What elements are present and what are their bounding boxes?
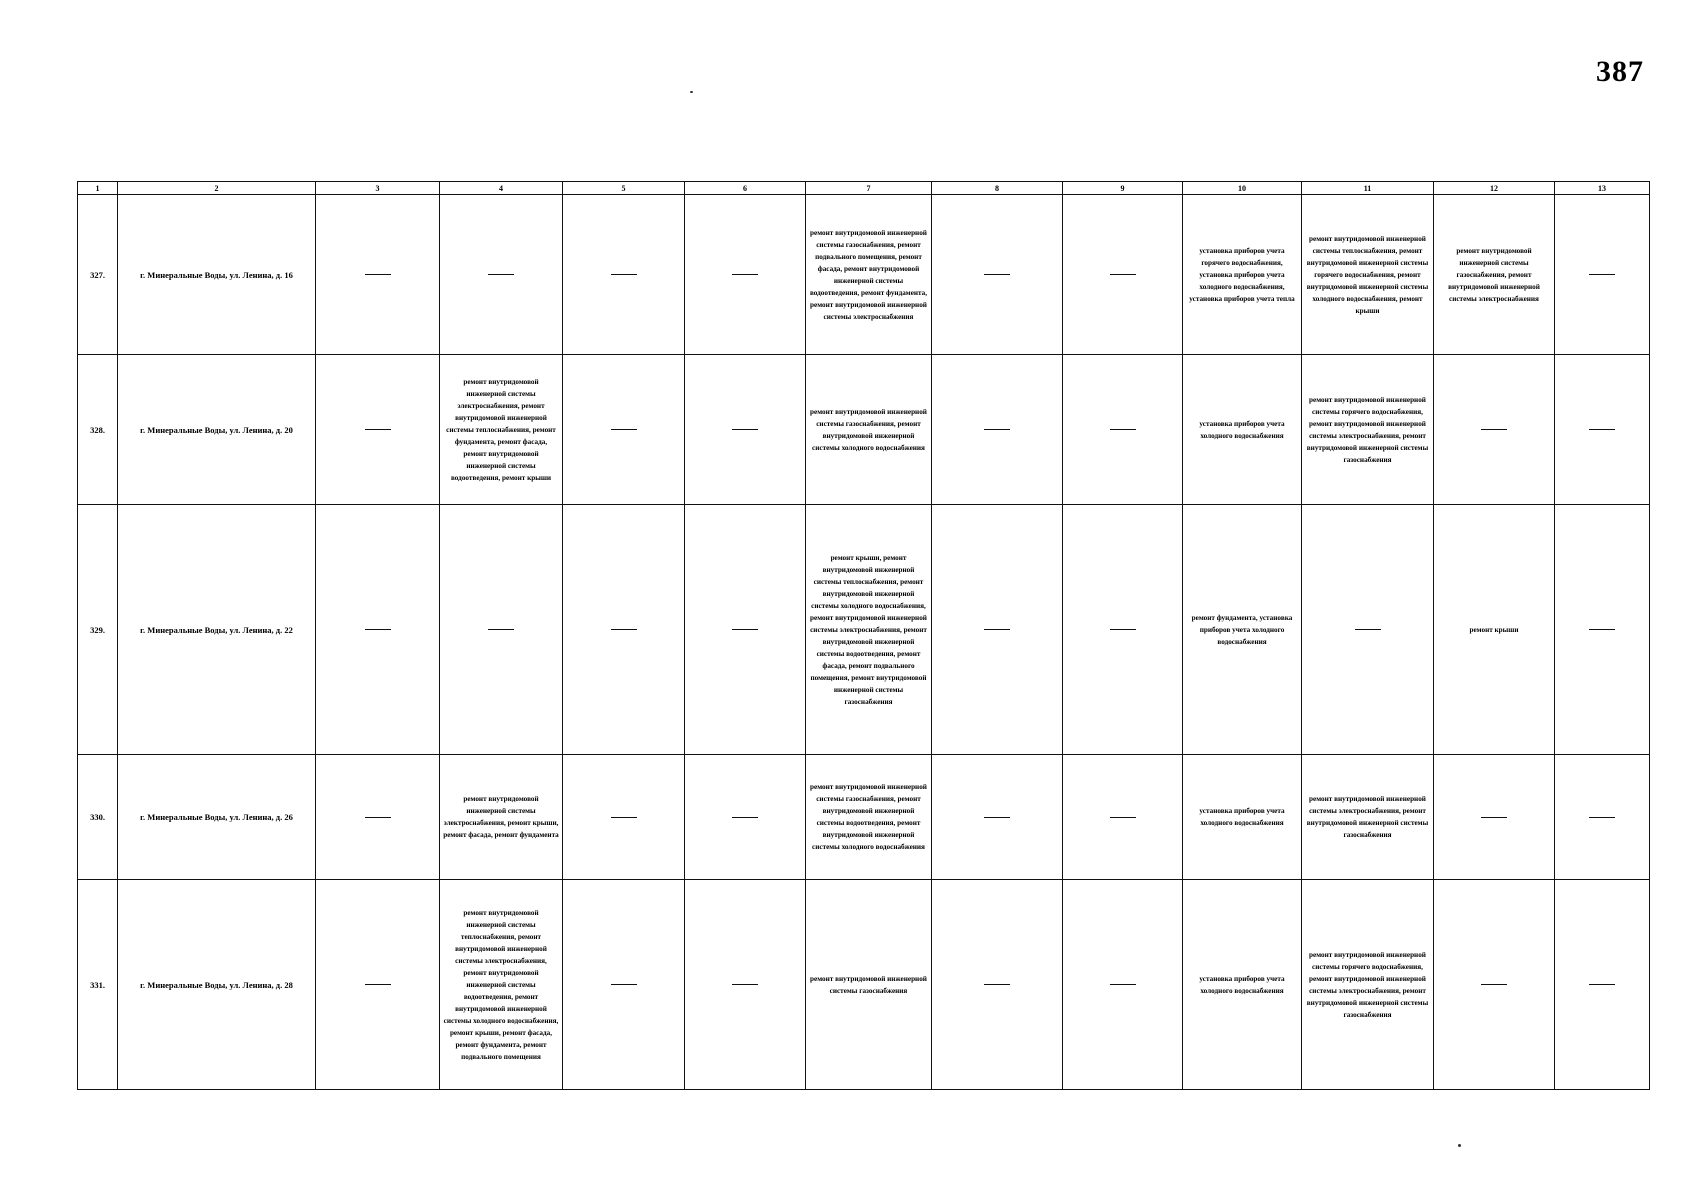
header-cell: 5 [563,182,685,195]
empty-cell [1555,755,1650,880]
work-cell: установка приборов учета холодного водоснабжения [1183,880,1302,1090]
dash-mark [1589,629,1615,630]
empty-cell [1555,355,1650,505]
dash-mark [732,817,758,818]
row-number: 328. [78,355,118,505]
header-cell: 7 [806,182,932,195]
empty-cell [563,755,685,880]
header-cell: 3 [316,182,440,195]
header-cell: 13 [1555,182,1650,195]
row-number: 331. [78,880,118,1090]
dash-mark [365,429,391,430]
header-cell: 6 [685,182,806,195]
empty-cell [1555,505,1650,755]
empty-cell [932,755,1063,880]
dash-mark [984,817,1010,818]
table-row [78,880,1650,1090]
work-cell: ремонт внутридомовой инженерной системы горячего водоснабжения, ремонт внутридомовой инженерной системы электроснабжения, ремонт внутридомовой инженерной системы газоснабжения [1302,880,1434,1090]
dash-mark [732,984,758,985]
dash-mark [611,817,637,818]
dash-mark [1589,274,1615,275]
dash-mark [611,629,637,630]
work-cell: ремонт внутридомовой инженерной системы теплоснабжения, ремонт внутридомовой инженерной системы электроснабжения, ремонт внутридомовой инженерной системы водоотведения, ремонт внутридомовой инженерной системы холодного водоснабжения, ремонт крыши, ремонт фасада, ремонт фундамента, ремонт подвального помещения [440,880,563,1090]
work-cell: установка приборов учета холодного водоснабжения [1183,355,1302,505]
empty-cell [1555,880,1650,1090]
empty-cell [685,355,806,505]
empty-cell [685,195,806,355]
empty-cell [316,355,440,505]
empty-cell [1063,195,1183,355]
empty-cell [1434,755,1555,880]
work-cell: ремонт внутридомовой инженерной системы электроснабжения, ремонт внутридомовой инженерной системы газоснабжения [1302,755,1434,880]
header-cell: 12 [1434,182,1555,195]
empty-cell [932,505,1063,755]
dash-mark [365,274,391,275]
dash-mark [365,984,391,985]
empty-cell [685,880,806,1090]
empty-cell [932,880,1063,1090]
dash-mark [488,274,514,275]
work-cell: установка приборов учета холодного водоснабжения [1183,755,1302,880]
row-number: 330. [78,755,118,880]
address-cell: г. Минеральные Воды, ул. Ленина, д. 26 [118,755,316,880]
dash-mark [732,274,758,275]
empty-cell [563,195,685,355]
scan-speck [1458,1144,1461,1147]
dash-mark [984,984,1010,985]
empty-cell [316,195,440,355]
work-cell: ремонт внутридомовой инженерной системы электроснабжения, ремонт крыши, ремонт фасада, ремонт фундамента [440,755,563,880]
table-row [78,355,1650,505]
empty-cell [685,755,806,880]
work-cell: ремонт внутридомовой инженерной системы газоснабжения, ремонт внутридомовой инженерной системы электроснабжения [1434,195,1555,355]
empty-cell [440,195,563,355]
table-row [78,505,1650,755]
empty-cell [1063,755,1183,880]
dash-mark [984,629,1010,630]
empty-cell [316,505,440,755]
work-cell: ремонт внутридомовой инженерной системы электроснабжения, ремонт внутридомовой инженерной системы теплоснабжения, ремонт фундамента, ремонт фасада, ремонт внутридомовой инженерной системы водоотведения, ремонт крыши [440,355,563,505]
dash-mark [611,429,637,430]
dash-mark [488,629,514,630]
work-cell: ремонт внутридомовой инженерной системы газоснабжения, ремонт внутридомовой инженерной системы водоотведения, ремонт внутридомовой инженерной системы холодного водоснабжения [806,755,932,880]
work-cell: ремонт внутридомовой инженерной системы газоснабжения [806,880,932,1090]
header-cell: 9 [1063,182,1183,195]
table-row [78,755,1650,880]
empty-cell [1063,880,1183,1090]
empty-cell [932,195,1063,355]
empty-cell [1302,505,1434,755]
dash-mark [984,274,1010,275]
work-cell: ремонт внутридомовой инженерной системы теплоснабжения, ремонт внутридомовой инженерной системы горячего водоснабжения, ремонт внутридомовой инженерной системы холодного водоснабжения, ремонт крыши [1302,195,1434,355]
empty-cell [440,505,563,755]
dash-mark [1355,629,1381,630]
dash-mark [1481,429,1507,430]
work-cell: ремонт крыши, ремонт внутридомовой инженерной системы теплоснабжения, ремонт внутридомовой инженерной системы холодного водоснабжения, ремонт внутридомовой инженерной системы электроснабжения, ремонт внутридомовой инженерной системы водоотведения, ремонт фасада, ремонт подвального помещения, ремонт внутридомовой инженерной системы газоснабжения [806,505,932,755]
page-number: 387 [1596,55,1644,88]
repair-schedule-table [77,181,1650,1090]
scan-speck [690,91,693,93]
work-cell: ремонт внутридомовой инженерной системы газоснабжения, ремонт внутридомовой инженерной системы холодного водоснабжения [806,355,932,505]
table-row [78,195,1650,355]
dash-mark [1589,429,1615,430]
header-cell: 2 [118,182,316,195]
header-cell: 1 [78,182,118,195]
work-cell: ремонт внутридомовой инженерной системы газоснабжения, ремонт подвального помещения, ремонт фасада, ремонт внутридомовой инженерной системы водоотведения, ремонт фундамента, ремонт внутридомовой инженерной системы электроснабжения [806,195,932,355]
dash-mark [732,629,758,630]
empty-cell [563,880,685,1090]
work-cell: ремонт крыши [1434,505,1555,755]
dash-mark [611,984,637,985]
address-cell: г. Минеральные Воды, ул. Ленина, д. 28 [118,880,316,1090]
dash-mark [1110,629,1136,630]
row-number: 327. [78,195,118,355]
empty-cell [1434,355,1555,505]
empty-cell [1063,355,1183,505]
empty-cell [563,355,685,505]
header-cell: 11 [1302,182,1434,195]
dash-mark [1110,984,1136,985]
address-cell: г. Минеральные Воды, ул. Ленина, д. 20 [118,355,316,505]
header-row [78,182,1650,195]
header-cell: 4 [440,182,563,195]
empty-cell [932,355,1063,505]
header-cell: 10 [1183,182,1302,195]
dash-mark [1481,817,1507,818]
dash-mark [1110,429,1136,430]
dash-mark [365,817,391,818]
work-cell: установка приборов учета горячего водоснабжения, установка приборов учета холодного водоснабжения, установка приборов учета тепла [1183,195,1302,355]
dash-mark [1110,274,1136,275]
empty-cell [563,505,685,755]
row-number: 329. [78,505,118,755]
dash-mark [732,429,758,430]
empty-cell [685,505,806,755]
dash-mark [984,429,1010,430]
empty-cell [1063,505,1183,755]
header-cell: 8 [932,182,1063,195]
dash-mark [1589,984,1615,985]
dash-mark [365,629,391,630]
dash-mark [611,274,637,275]
address-cell: г. Минеральные Воды, ул. Ленина, д. 22 [118,505,316,755]
empty-cell [316,880,440,1090]
work-cell: ремонт фундамента, установка приборов учета холодного водоснабжения [1183,505,1302,755]
empty-cell [1434,880,1555,1090]
dash-mark [1110,817,1136,818]
dash-mark [1589,817,1615,818]
address-cell: г. Минеральные Воды, ул. Ленина, д. 16 [118,195,316,355]
work-cell: ремонт внутридомовой инженерной системы горячего водоснабжения, ремонт внутридомовой инженерной системы электроснабжения, ремонт внутридомовой инженерной системы газоснабжения [1302,355,1434,505]
empty-cell [316,755,440,880]
empty-cell [1555,195,1650,355]
dash-mark [1481,984,1507,985]
